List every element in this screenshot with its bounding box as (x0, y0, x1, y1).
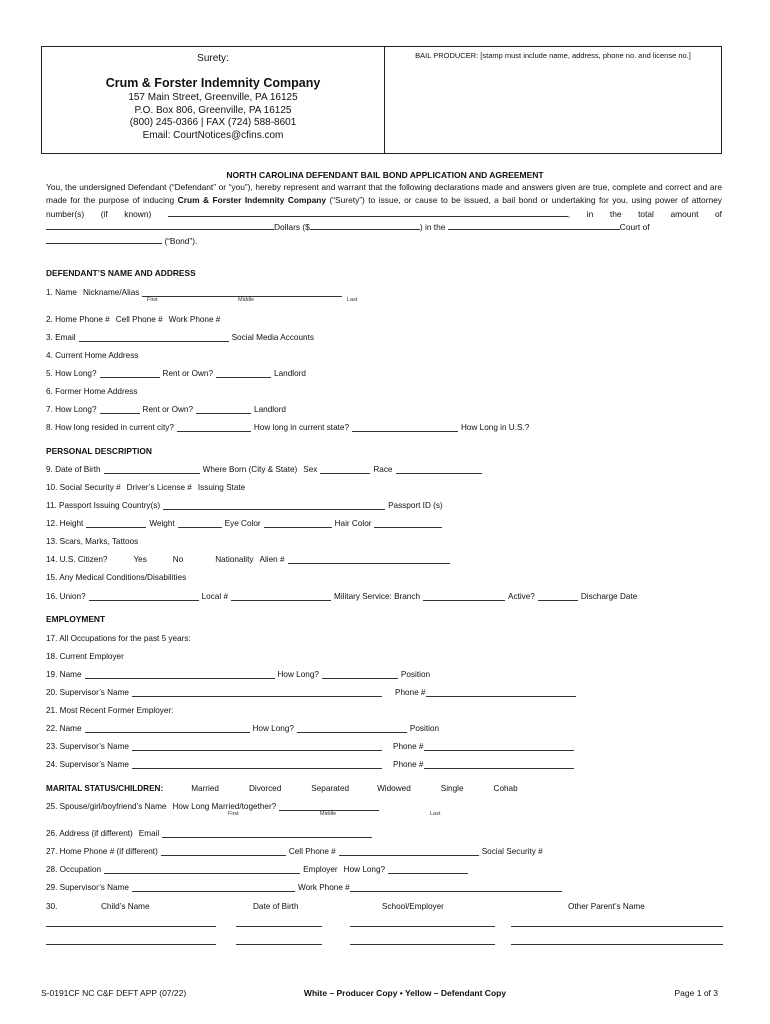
home-phone-label: 2. Home Phone # (46, 315, 110, 324)
first-sublabel: First (147, 297, 158, 303)
page-number: Page 1 of 3 (674, 988, 718, 998)
supervisor3-phone-field[interactable] (424, 760, 574, 769)
active-field[interactable] (538, 592, 578, 601)
single-option[interactable]: Single (440, 784, 464, 793)
spouse-ssn-label: Social Security # (481, 847, 543, 856)
child-row-1 (46, 918, 723, 927)
spouse-cell-field[interactable] (339, 847, 479, 856)
local-label: Local # (201, 592, 229, 601)
row-1 (46, 286, 723, 297)
long-state-field[interactable] (352, 423, 458, 432)
spouse-cell-label: Cell Phone # (288, 847, 336, 856)
section-personal: PERSONAL DESCRIPTION (46, 446, 152, 456)
citizen-yes-option[interactable]: Yes (133, 555, 147, 564)
spouse-occupation-label: 28. Occupation (46, 865, 102, 874)
row-2 (46, 313, 723, 324)
passport-country-field[interactable] (163, 501, 385, 510)
intro-company: Crum & Forster Indemnity Company (177, 195, 326, 206)
row-5 (46, 367, 723, 378)
row-27 (46, 845, 723, 856)
position-label: Position (400, 670, 431, 679)
spouse-middle-sublabel: Middle (320, 811, 337, 817)
married-option[interactable]: Married (191, 784, 219, 793)
military-field[interactable] (423, 592, 505, 601)
supervisor3-label: 24. Supervisor’s Name (46, 760, 129, 769)
race-label: Race (373, 465, 393, 474)
document-title: NORTH CAROLINA DEFENDANT BAIL BOND APPLICATION AND AGREEMENT (226, 170, 544, 180)
how-long-field[interactable] (100, 369, 160, 378)
widowed-option[interactable]: Widowed (377, 784, 411, 793)
row-4 (46, 349, 723, 360)
former-rent-own-field[interactable] (196, 405, 251, 414)
employer-how-long-label: How Long? (277, 670, 319, 679)
court-name-field[interactable] (448, 221, 620, 230)
total-amount-field[interactable] (46, 221, 274, 230)
alien-label: Alien # (259, 555, 285, 564)
dollars-label: Dollars ($ (274, 222, 310, 233)
row-14 (46, 553, 723, 564)
resided-city-field[interactable] (177, 423, 251, 432)
weight-label: Weight (149, 519, 175, 528)
dollar-amount-field[interactable] (310, 221, 420, 230)
supervisor3-field[interactable] (132, 760, 382, 769)
row-16 (46, 590, 723, 601)
header-box (41, 46, 722, 154)
spouse-home-phone-field[interactable] (161, 847, 286, 856)
former-name-label: 22. Name (46, 724, 82, 733)
row-29 (46, 881, 723, 892)
spouse-how-long-field[interactable] (388, 865, 468, 874)
row-3 (46, 331, 723, 342)
ssn-label: 10. Social Security # (46, 483, 121, 492)
row-25 (46, 800, 723, 811)
nickname-label: Nickname/Alias (82, 288, 140, 297)
born-label: Where Born (City & State) (202, 465, 298, 474)
work-phone-label: Work Phone # (168, 315, 221, 324)
row-17 (46, 632, 723, 643)
row-13 (46, 535, 723, 546)
row-21 (46, 704, 723, 715)
company-name: Crum & Forster Indemnity Company (105, 76, 321, 90)
dob-field[interactable] (104, 465, 200, 474)
rent-own-field[interactable] (216, 369, 271, 378)
former-name-field[interactable] (85, 724, 250, 733)
child-dob-field-2[interactable] (236, 936, 322, 945)
row-24 (46, 758, 723, 769)
supervisor2-field[interactable] (132, 742, 382, 751)
long-state-label: How long in current state? (253, 423, 350, 432)
nationality-label: Nationality (215, 555, 254, 564)
rent-own-label: Rent or Own? (162, 369, 214, 378)
row-10 (46, 481, 723, 492)
intro-paragraph (46, 181, 722, 248)
divorced-option[interactable]: Divorced (248, 784, 282, 793)
row-11 (46, 499, 723, 510)
race-field[interactable] (396, 465, 482, 474)
dob-label: 9. Date of Birth (46, 465, 101, 474)
bail-producer-label: BAIL PRODUCER: [stamp must include name, address, phone no. and license no.] (415, 51, 691, 60)
company-address-1: 157 Main Street, Greenville, PA 16125 (128, 92, 298, 103)
intro-text-1: You, the undersigned Defendant (“Defendant” or “you”), hereby represent and warrant that the following declarations made and answers given are true, complete and correct and are made for the purpose of inducing (46, 182, 722, 206)
row-8 (46, 421, 723, 432)
supervisor-phone-field[interactable] (426, 688, 576, 697)
row-12 (46, 517, 723, 528)
supervisor2-phone-field[interactable] (424, 742, 574, 751)
employer-name-field[interactable] (85, 670, 275, 679)
row-15 (46, 571, 723, 582)
landlord-label: Landlord (274, 369, 306, 378)
other-parent-header: Other Parent’s Name (568, 902, 645, 911)
last-sublabel: Last (347, 297, 358, 303)
spouse-address-label: 26. Address (if different) (46, 829, 133, 838)
eye-color-field[interactable] (264, 519, 332, 528)
row-18 (46, 650, 723, 661)
former-address-label: 6. Former Home Address (46, 387, 138, 396)
child-school-field-1[interactable] (350, 918, 495, 927)
active-label: Active? (508, 592, 535, 601)
power-of-attorney-field[interactable] (168, 208, 568, 217)
sex-label: Sex (303, 465, 318, 474)
row-30-headers (46, 900, 723, 911)
spouse-first-sublabel: First (228, 811, 239, 817)
nickname-field[interactable] (142, 288, 342, 297)
bail-producer-stamp-area[interactable] (385, 47, 721, 153)
child-dob-header: Date of Birth (253, 902, 299, 911)
weight-field[interactable] (178, 519, 222, 528)
spouse-name-label: 25. Spouse/girl/boyfriend’s Name (46, 802, 167, 811)
spouse-email-field[interactable] (162, 829, 372, 838)
hair-color-field[interactable] (374, 519, 442, 528)
eye-color-label: Eye Color (224, 519, 261, 528)
children-number-label: 30. (46, 902, 58, 911)
spouse-employer-label: Employer (303, 865, 338, 874)
cell-phone-label: Cell Phone # (115, 315, 163, 324)
former-rent-own-label: Rent or Own? (142, 405, 194, 414)
child-row-2 (46, 936, 723, 945)
union-field[interactable] (89, 592, 199, 601)
in-the-label: ) in the (419, 222, 448, 233)
company-address-2: P.O. Box 806, Greenville, PA 16125 (134, 104, 292, 116)
court-of-label: Court of (619, 222, 650, 233)
former-how-long-emp-label: How Long? (252, 724, 294, 733)
section-employment: EMPLOYMENT (46, 614, 106, 624)
intro-text-2: (“Surety”) to issue, or cause to be issued, a bail bond or undertaking for you, using power of attorney number(s) (if known) (46, 195, 722, 219)
resided-city-label: 8. How long resided in current city? (46, 423, 174, 432)
other-parent-field-2[interactable] (511, 936, 723, 945)
row-7 (46, 403, 723, 414)
citizen-label: 14. U.S. Citizen? (46, 555, 108, 564)
military-label: Military Service: Branch (334, 592, 421, 601)
child-name-field-2[interactable] (46, 936, 216, 945)
former-how-long-label: 7. How Long? (46, 405, 97, 414)
sex-field[interactable] (320, 465, 370, 474)
spouse-work-phone-label: Work Phone # (297, 883, 350, 892)
citizen-no-option[interactable]: No (172, 555, 184, 564)
height-label: 12. Height (46, 519, 84, 528)
how-long-married-label: How Long Married/together? (172, 802, 277, 811)
section-defendant: DEFENDANT’S NAME AND ADDRESS (46, 268, 196, 278)
spouse-email-label: Email (138, 829, 160, 838)
employer-how-long-field[interactable] (322, 670, 398, 679)
former-how-long-field[interactable] (100, 405, 140, 414)
surety-label: Surety: (197, 53, 229, 64)
passport-country-label: 11. Passport Issuing Country(s) (46, 501, 161, 510)
how-long-label: 5. How Long? (46, 369, 97, 378)
employer-name-label: 19. Name (46, 670, 82, 679)
former-landlord-label: Landlord (254, 405, 286, 414)
copy-distribution: White – Producer Copy • Yellow – Defendant Copy (303, 988, 507, 998)
spouse-supervisor-label: 29. Supervisor’s Name (46, 883, 129, 892)
passport-id-label: Passport ID (s) (388, 501, 443, 510)
current-address-label: 4. Current Home Address (46, 351, 139, 360)
hair-color-label: Hair Color (334, 519, 372, 528)
intro-text-3: , in the total amount of (567, 208, 722, 219)
license-label: Driver’s License # (126, 483, 192, 492)
name-label: 1. Name (46, 288, 77, 297)
issuing-state-label: Issuing State (197, 483, 246, 492)
row-26 (46, 827, 723, 838)
supervisor-label: 20. Supervisor’s Name (46, 688, 129, 697)
spouse-work-phone-field[interactable] (350, 883, 562, 892)
row-9 (46, 463, 723, 474)
social-media-label: Social Media Accounts (231, 333, 314, 342)
former-position-label: Position (409, 724, 440, 733)
scars-label: 13. Scars, Marks, Tattoos (46, 537, 139, 546)
child-school-field-2[interactable] (350, 936, 495, 945)
spouse-occupation-field[interactable] (104, 865, 300, 874)
marital-row (46, 782, 723, 793)
child-dob-field-1[interactable] (236, 918, 322, 927)
email-label: 3. Email (46, 333, 76, 342)
local-field[interactable] (231, 592, 331, 601)
occupations-label: 17. All Occupations for the past 5 years: (46, 634, 191, 643)
medical-label: 15. Any Medical Conditions/Disabilities (46, 573, 187, 582)
height-field[interactable] (86, 519, 146, 528)
supervisor2-phone-label: Phone # (392, 742, 424, 751)
form-number: S-0191CF NC C&F DEFT APP (07/22) (41, 988, 187, 998)
row-19 (46, 668, 723, 679)
company-email: Email: CourtNotices@cfins.com (142, 129, 284, 141)
section-marital: MARITAL STATUS/CHILDREN: (46, 784, 164, 793)
court-of-field[interactable] (46, 235, 162, 244)
discharge-label: Discharge Date (580, 592, 638, 601)
union-label: 16. Union? (46, 592, 86, 601)
child-name-field-1[interactable] (46, 918, 216, 927)
long-us-label: How Long in U.S.? (461, 423, 530, 432)
row-28 (46, 863, 723, 874)
supervisor2-label: 23. Supervisor’s Name (46, 742, 129, 751)
child-school-header: School/Employer (382, 902, 444, 911)
row-20 (46, 686, 723, 697)
middle-sublabel: Middle (238, 297, 255, 303)
surety-block (42, 47, 385, 153)
current-employer-label: 18. Current Employer (46, 652, 124, 661)
bond-label: (“Bond”). (162, 235, 198, 246)
supervisor-phone-label: Phone # (394, 688, 426, 697)
row-6 (46, 385, 723, 396)
row-23 (46, 740, 723, 751)
former-how-long-emp-field[interactable] (297, 724, 407, 733)
separated-option[interactable]: Separated (311, 784, 350, 793)
spouse-last-sublabel: Last (430, 811, 441, 817)
company-phone: (800) 245-0366 | FAX (724) 588-8601 (129, 117, 297, 128)
supervisor3-phone-label: Phone # (392, 760, 424, 769)
how-long-married-field[interactable] (279, 802, 379, 811)
cohab-option[interactable]: Cohab (493, 784, 518, 793)
other-parent-field-1[interactable] (511, 918, 723, 927)
spouse-supervisor-field[interactable] (132, 883, 295, 892)
email-field[interactable] (79, 333, 229, 342)
spouse-how-long-label: How Long? (343, 865, 386, 874)
row-22 (46, 722, 723, 733)
spouse-home-phone-label: 27. Home Phone # (if different) (46, 847, 158, 856)
alien-field[interactable] (288, 555, 450, 564)
former-employer-label: 21. Most Recent Former Employer: (46, 706, 174, 715)
child-name-header: Child’s Name (101, 902, 150, 911)
supervisor-field[interactable] (132, 688, 382, 697)
